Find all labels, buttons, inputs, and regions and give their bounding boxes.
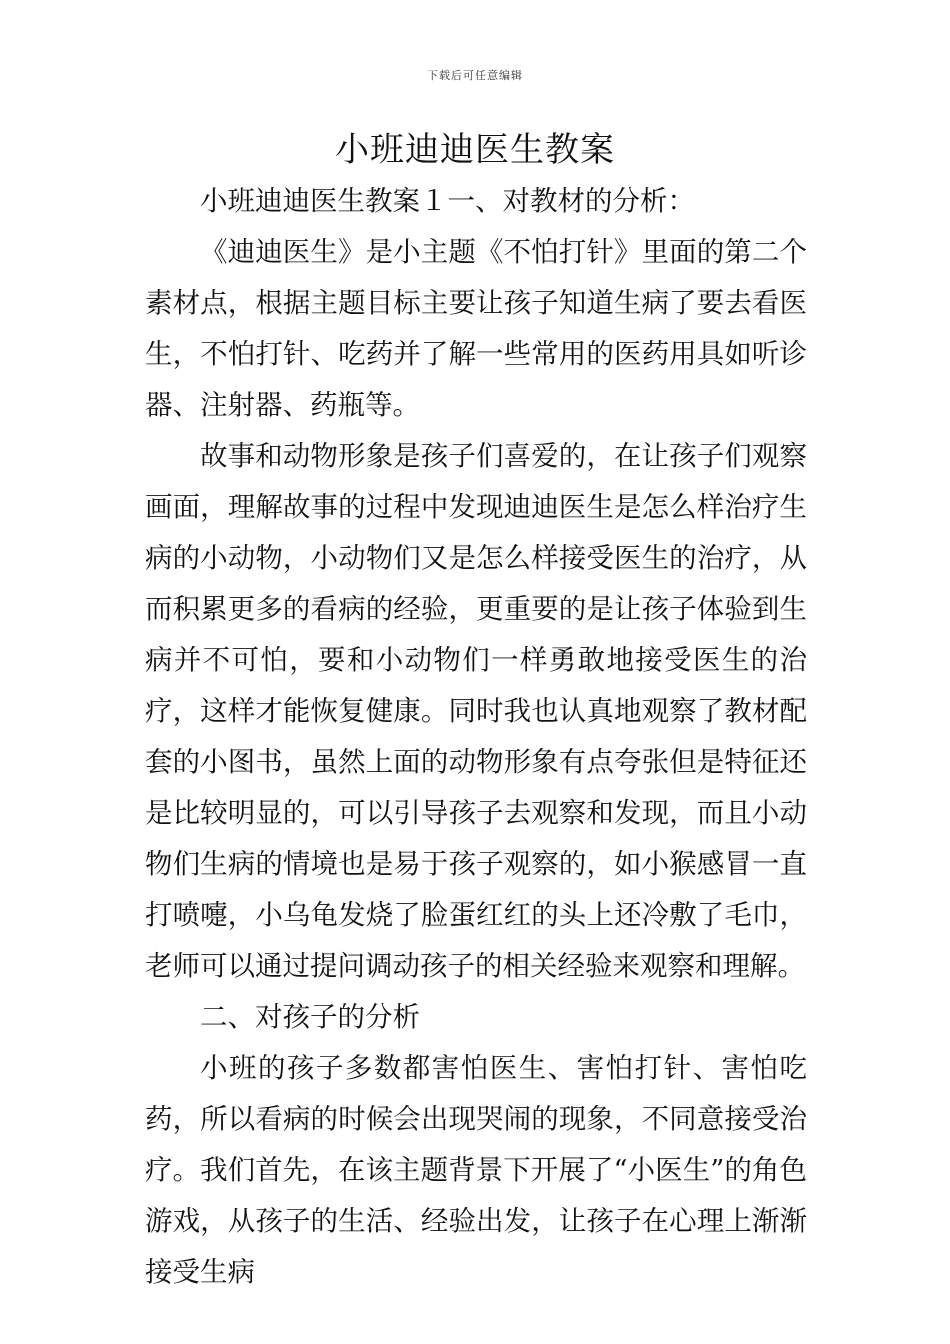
header-note: 下载后可任意编辑	[427, 69, 523, 82]
paragraph-story-analysis: 故事和动物形象是孩子们喜爱的，在让孩子们观察画面，理解故事的过程中发现迪迪医生是怎么样治疗生病的小动物，小动物们又是怎么样接受医生的治疗，从而积累更多的看病的经验，更重要的是让孩子体验到生病并不可怕，要和小动物们一样勇敢地接受医生的治疗，这样才能恢复健康。同时我也认真地观察了教材配套的小图书，虽然上面的动物形象有点夸张但是特征还是比较明显的，可以引导孩子去观察和发现，而且小动物们生病的情境也是易于孩子观察的，如小猴感冒一直打喷嚏，小乌龟发烧了脸蛋红红的头上还冷敷了毛巾，老师可以通过提问调动孩子的相关经验来观察和理解。	[145, 440, 807, 982]
paragraph-intro-heading: 小班迪迪医生教案１一、对教材的分析：	[200, 185, 695, 217]
document-body	[145, 176, 807, 1298]
paragraph-children-analysis: 小班的孩子多数都害怕医生、害怕打针、害怕吃药，所以看病的时候会出现哭闹的现象，不同意接受治疗。我们首先，在该主题背景下开展了“小医生”的角色游戏，从孩子的生活、经验出发，让孩子在心理上渐渐接受生病	[145, 1052, 807, 1288]
document-title: 小班迪迪医生教案	[335, 130, 615, 170]
paragraph-section-two-heading: 二、对孩子的分析	[200, 1001, 420, 1033]
paragraph-material-overview: 《迪迪医生》是小主题《不怕打针》里面的第二个素材点，根据主题目标主要让孩子知道生病了要去看医生，不怕打针、吃药并了解一些常用的医药用具如听诊器、注射器、药瓶等。	[145, 236, 807, 421]
